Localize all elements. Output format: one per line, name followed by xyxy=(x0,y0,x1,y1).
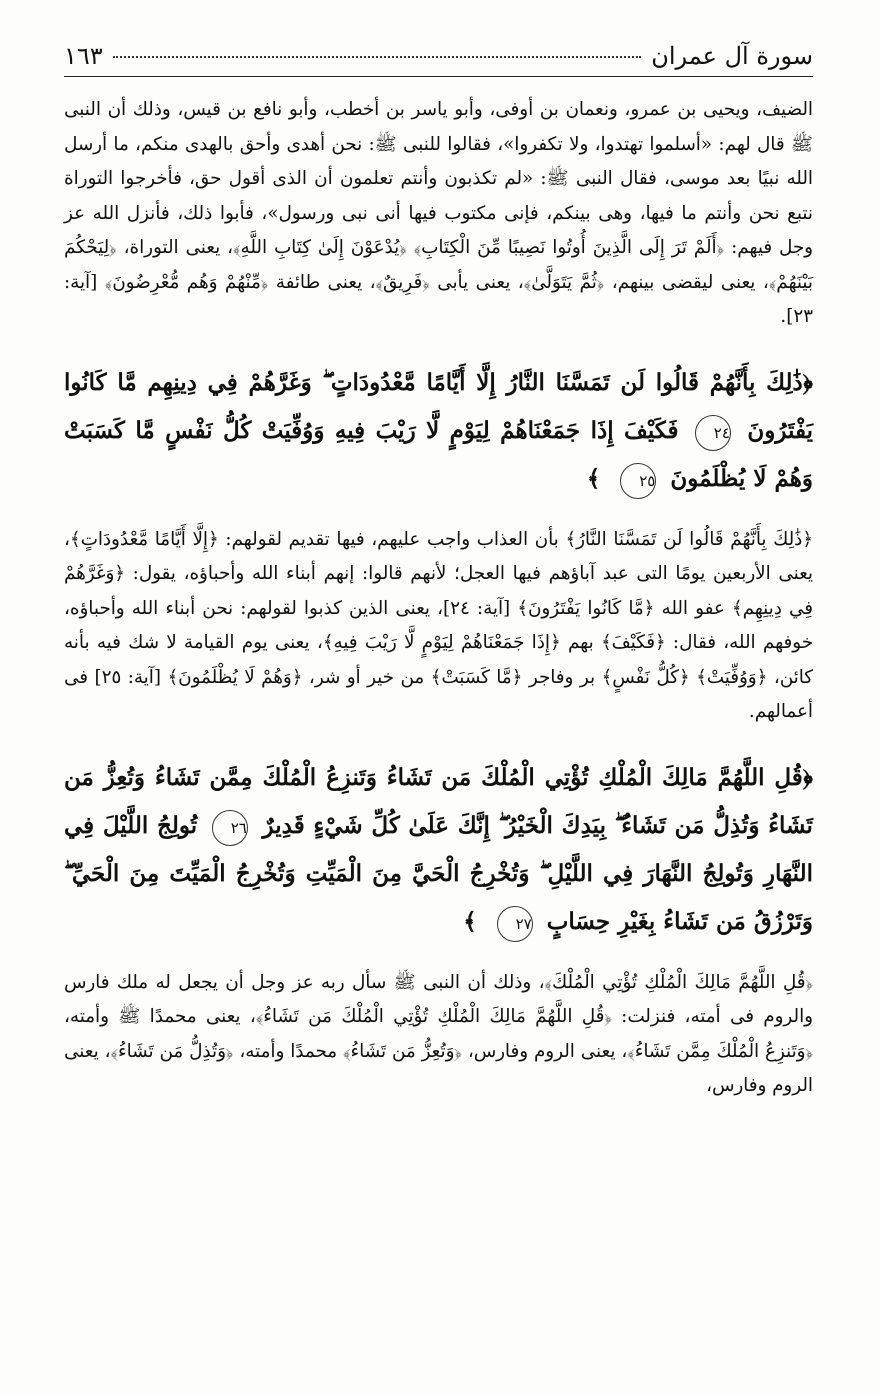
commentary-paragraph: ﴿قُلِ اللَّهُمَّ مَالِكَ الْمُلْكِ تُؤْتِي الْمُلْكَ﴾، وذلك أن النبى ﷺ سأل ربه عز وجل أن يجعل له ملك فارس والروم فى أمته، فنزلت: ﴿قُلِ اللَّهُمَّ مَالِكَ الْمُلْكِ تُؤْتِي الْمُلْكَ مَن تَشَاءُ﴾، يعنى محمدًا ﷺ وأمته، ﴿وَتَنزِعُ الْمُلْكَ مِمَّن تَشَاءُ﴾، يعنى الروم وفارس، ﴿وَتُعِزُّ مَن تَشَاءُ﴾ محمدًا وأمته، ﴿وَتُذِلُّ مَن تَشَاءُ﴾، يعنى الروم وفارس، xyxy=(64,971,813,1096)
verse-close-bracket: ﴾ xyxy=(586,464,601,492)
ayah-number-marker: ٢٧ xyxy=(497,906,533,942)
ayah-number-marker: ٢٦ xyxy=(212,810,248,846)
ayah-number-marker: ٢٥ xyxy=(620,463,656,499)
quran-verse-block xyxy=(64,359,813,503)
running-header xyxy=(64,42,813,77)
ayah-number-marker: ٢٤ xyxy=(695,415,731,451)
commentary-paragraph: الضيف، ويحيى بن عمرو، ونعمان بن أوفى، وأبو ياسر بن أخطب، وأبو نافع بن قيس، وذلك أن النبى ﷺ قال لهم: «أسلموا تهتدوا، ولا تكفروا»، فقالوا للنبى ﷺ: نحن أهدى وأحق بالهدى منكم، ما أرسل الله نبيًا بعد موسى، فقال النبى ﷺ: «لم تكذبون وأنتم تعلمون أن الذى أقول حق، فأخرجوا التوراة نتبع نحن وأنتم ما فيها، وهى بينكم، فإنى مكتوب فيها أنى نبى ورسول»، فأبوا ذلك، فأنزل الله عز وجل فيهم: ﴿أَلَمْ تَرَ إِلَى الَّذِينَ أُوتُوا نَصِيبًا مِّنَ الْكِتَابِ﴾ ﴿يُدْعَوْنَ إِلَىٰ كِتَابِ اللَّهِ﴾، يعنى التوراة، ﴿لِيَحْكُمَ بَيْنَهُمْ﴾، يعنى ليقضى بينهم، ﴿ثُمَّ يَتَوَلَّىٰ﴾، يعنى يأبى ﴿فَرِيقٌ﴾، يعنى طائفة ﴿مِّنْهُمْ وَهُم مُّعْرِضُونَ﴾ [آية: ٢٣]. xyxy=(64,99,813,327)
verse-text: ﴿ذَٰلِكَ بِأَنَّهُمْ قَالُوا لَن تَمَسَّنَا النَّارُ إِلَّا أَيَّامًا مَّعْدُودَاتٍ ۖ وَغَرَّهُمْ فِي دِينِهِم مَّا كَانُوا يَفْتَرُونَ xyxy=(64,368,814,444)
verse-text: ﴿قُلِ اللَّهُمَّ مَالِكَ الْمُلْكِ تُؤْتِي الْمُلْكَ مَن تَشَاءُ وَتَنزِعُ الْمُلْكَ مِمَّن تَشَاءُ وَتُعِزُّ مَن تَشَاءُ وَتُذِلُّ مَن تَشَاءُ ۖ بِيَدِكَ الْخَيْرُ ۖ إِنَّكَ عَلَىٰ كُلِّ شَيْءٍ قَدِيرٌ xyxy=(64,763,813,839)
surah-title: سورة آل عمران xyxy=(651,42,813,70)
verse-text: فَكَيْفَ إِذَا جَمَعْنَاهُمْ لِيَوْمٍ لَّا رَيْبَ فِيهِ وَوُفِّيَتْ كُلُّ نَفْسٍ مَّا كَسَبَتْ وَهُمْ لَا يُظْلَمُونَ xyxy=(64,416,813,492)
header-dot-leader xyxy=(113,56,642,58)
verse-text: تُولِجُ اللَّيْلَ فِي النَّهَارِ وَتُولِجُ النَّهَارَ فِي اللَّيْلِ ۖ وَتُخْرِجُ الْحَيَّ مِنَ الْمَيِّتِ وَتُخْرِجُ الْمَيِّتَ مِنَ الْحَيِّ ۖ وَتَرْزُقُ مَن تَشَاءُ بِغَيْرِ حِسَابٍ xyxy=(64,811,813,935)
commentary-paragraph: ﴿ذَٰلِكَ بِأَنَّهُمْ قَالُوا لَن تَمَسَّنَا النَّارُ﴾ بأن العذاب واجب عليهم، فيها تقديم لقولهم: ﴿إِلَّا أَيَّامًا مَّعْدُودَاتٍ﴾، يعنى الأربعين يومًا التى عبد آباؤهم فيها العجل؛ لأنهم قالوا: إنهم أبناء الله وأحباؤه، يقول: ﴿وَغَرَّهُمْ فِي دِينِهِم﴾ عفو الله ﴿مَّا كَانُوا يَفْتَرُونَ﴾ [آية: ٢٤]، يعنى الذين كذبوا لقولهم: نحن أبناء الله وأحباؤه، خوفهم الله، فقال: ﴿فَكَيْفَ﴾ بهم ﴿إِذَا جَمَعْنَاهُمْ لِيَوْمٍ لَّا رَيْبَ فِيهِ﴾، يعنى يوم القيامة لا شك فيه بأنه كائن، ﴿وَوُفِّيَتْ﴾ ﴿كُلُّ نَفْسٍ﴾ بر وفاجر ﴿مَّا كَسَبَتْ﴾ من خير أو شر، ﴿وَهُمْ لَا يُظْلَمُونَ﴾ [آية: ٢٥] فى أعمالهم. xyxy=(64,528,814,722)
quran-verse-block xyxy=(64,754,813,946)
page-number: ١٦٣ xyxy=(64,42,103,70)
verse-close-bracket: ﴾ xyxy=(463,907,477,935)
